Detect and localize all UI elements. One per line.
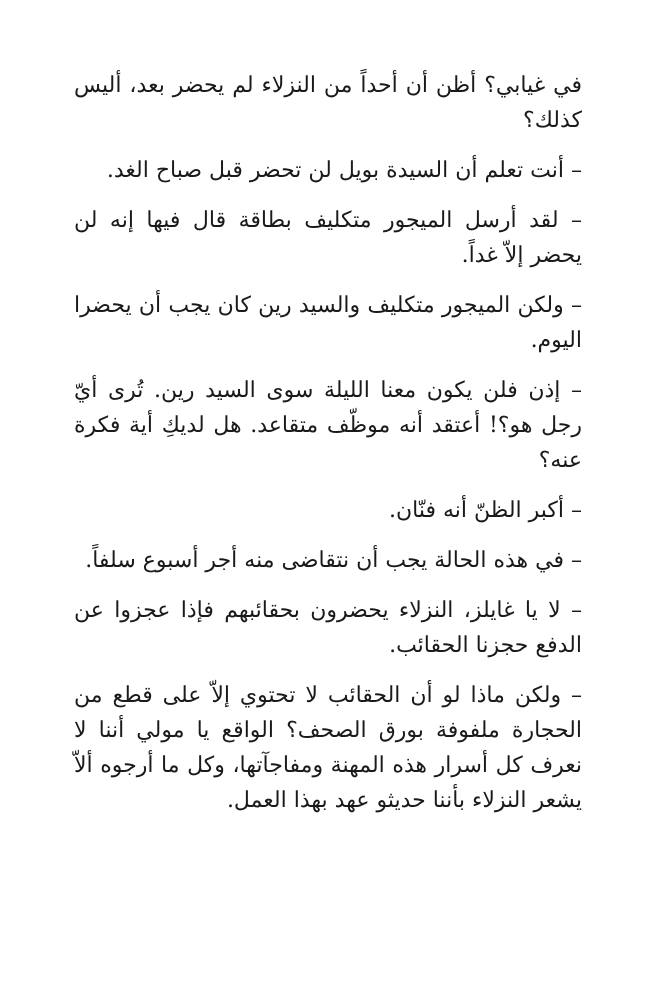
paragraph-5: – إذن فلن يكون معنا الليلة سوى السيد رين. تُرى أيّ رجل هو؟! أعتقد أنه موظّف متقاعد. هل لديكِ أية فكرة عنه؟ [74, 378, 582, 473]
paragraph-6: – أكبر الظنّ أنه فنّان. [389, 498, 582, 523]
page-text [74, 68, 582, 833]
paragraph-3: – لقد أرسل الميجور متكليف بطاقة قال فيها إنه لن يحضر إلاّ غداً. [74, 208, 582, 268]
paragraph-2: – أنت تعلم أن السيدة بويل لن تحضر قبل صباح الغد. [106, 158, 582, 183]
paragraph-8: – لا يا غايلز، النزلاء يحضرون بحقائبهم فإذا عجزوا عن الدفع حجزنا الحقائب. [74, 598, 582, 658]
paragraph-9: – ولكن ماذا لو أن الحقائب لا تحتوي إلاّ على قطع من الحجارة ملفوفة بورق الصحف؟ الواقع يا مولي أننا لا نعرف كل أسرار هذه المهنة ومفاجآتها، وكل ما أرجوه ألاّ يشعر النزلاء بأننا حديثو عهد بهذا العمل. [74, 683, 582, 813]
paragraph-7: – في هذه الحالة يجب أن نتقاضى منه أجر أسبوع سلفاً. [85, 548, 582, 573]
paragraph-4: – ولكن الميجور متكليف والسيد رين كان يجب أن يحضرا اليوم. [74, 293, 582, 353]
paragraph-1: في غيابي؟ أظن أن أحداً من النزلاء لم يحضر بعد، أليس كذلك؟ [74, 73, 582, 133]
